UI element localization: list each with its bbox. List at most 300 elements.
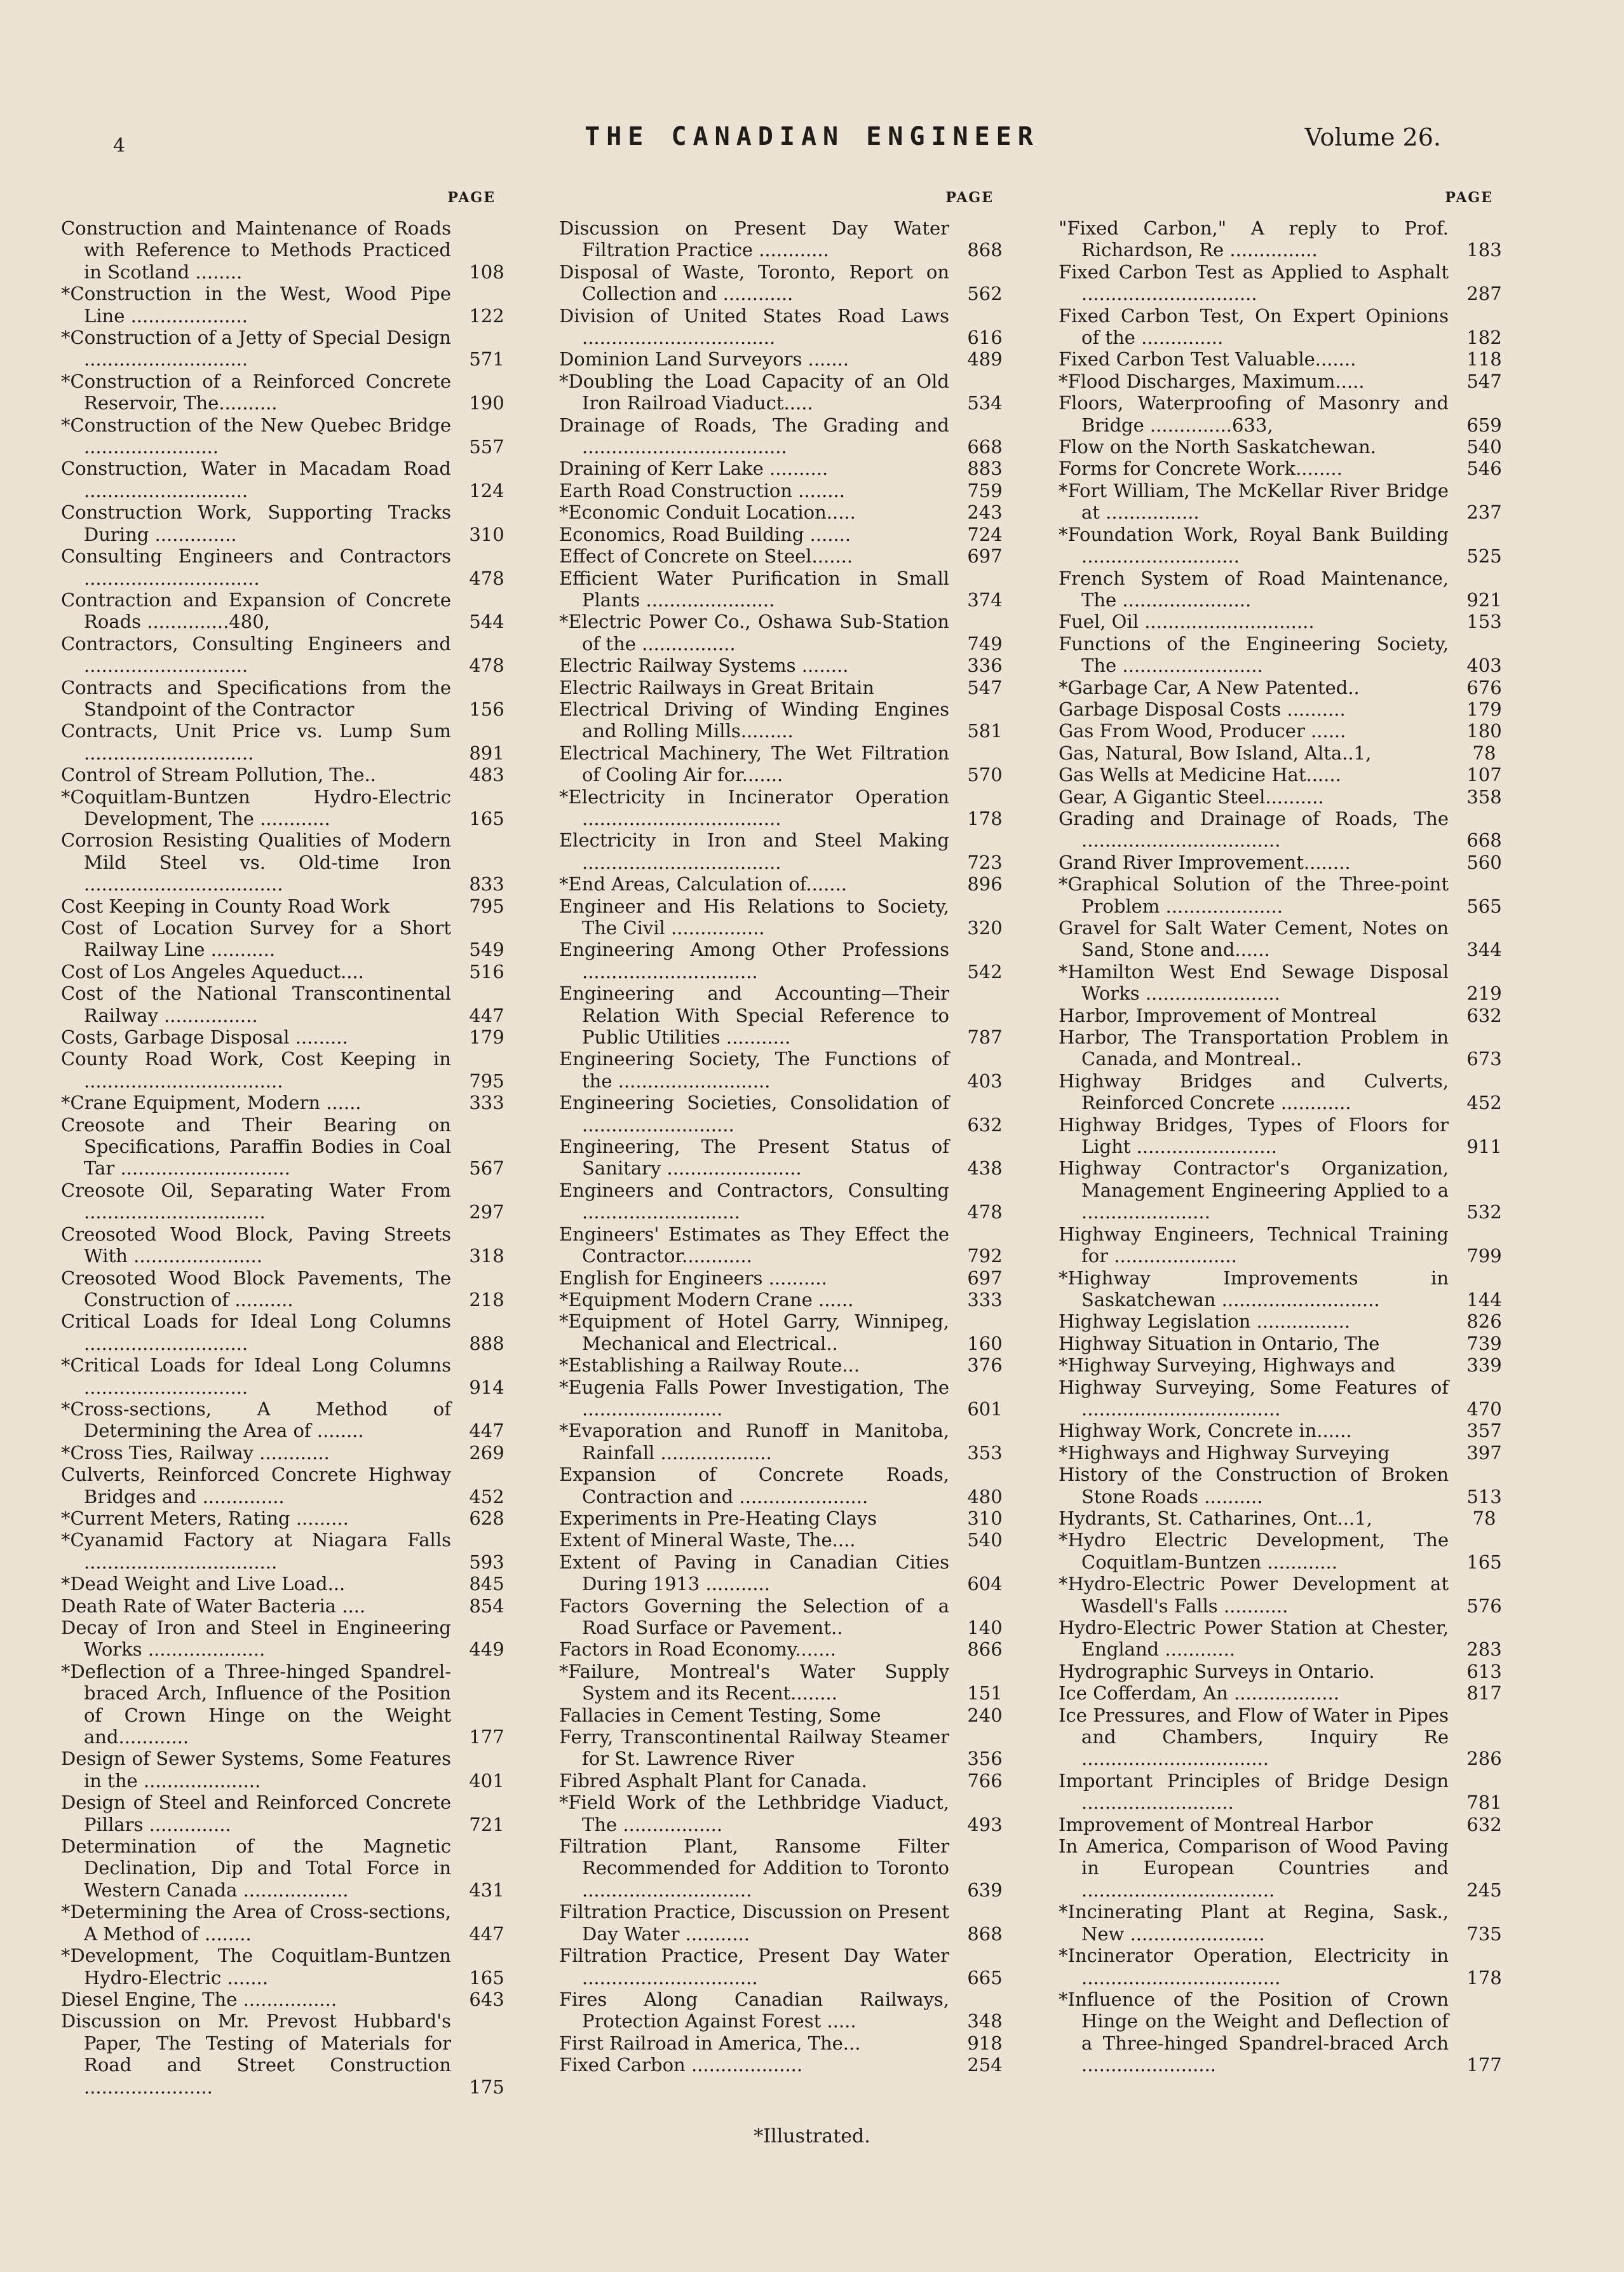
index-entry	[1059, 1901, 1516, 1945]
entry-title: Flow on the North Saskatchewan.	[1059, 436, 1376, 458]
entry-title: *Failure, Montreal's Water Supply System and its Recent........	[559, 1660, 949, 1704]
entry-title: Gas, Natural, Bow Island, Alta..1,	[1059, 742, 1372, 764]
index-entry	[559, 1354, 1017, 1376]
entry-title: *Flood Discharges, Maximum.....	[1059, 370, 1365, 392]
index-entry	[559, 371, 1017, 414]
index-entry	[61, 983, 518, 1026]
entry-page-number: 237	[1466, 501, 1502, 524]
index-entry	[559, 458, 1017, 479]
column-heading: PAGE	[945, 189, 994, 206]
entry-title: Factors Governing the Selection of a Road Surface or Pavement..	[559, 1595, 949, 1638]
entry-page-number: 447	[469, 1922, 504, 1945]
entry-page-number: 478	[967, 1201, 1003, 1223]
entry-title: Electricity in Iron and Steel Making ..................................	[559, 829, 949, 873]
entry-page-number: 480	[967, 1485, 1003, 1507]
entry-title: Electrical Machinery, The Wet Filtration of Cooling Air for.......	[559, 742, 949, 786]
entry-page-number: 697	[967, 545, 1003, 568]
index-entry	[1059, 1945, 1516, 1989]
index-entry	[559, 414, 1017, 458]
entry-title: *Highways and Highway Surveying	[1059, 1441, 1390, 1464]
entry-page-number: 356	[967, 1748, 1003, 1770]
index-entry	[61, 633, 518, 677]
entry-page-number: 516	[469, 960, 504, 983]
footnote: *Illustrated.	[754, 2125, 870, 2147]
index-entry	[559, 1551, 1017, 1595]
entry-title: Filtration Practice, Present Day Water ..............................	[559, 1945, 949, 1989]
entry-page-number: 243	[967, 501, 1003, 524]
entry-page-number: 883	[967, 458, 1003, 480]
index-entry	[559, 568, 1017, 611]
entry-page-number: 571	[469, 348, 504, 371]
entry-title: Fixed Carbon Test Valuable.......	[1059, 348, 1357, 371]
index-entry	[559, 1989, 1017, 2032]
entry-page-number: 833	[469, 873, 504, 895]
index-entry	[1059, 1354, 1516, 1376]
index-entry	[61, 1464, 518, 1507]
entry-title: Forms for Concrete Work........	[1059, 458, 1343, 480]
index-entry	[559, 895, 1017, 939]
entry-title: Contractors, Consulting Engineers and ............................	[61, 632, 451, 677]
entry-page-number: 297	[469, 1201, 504, 1223]
entry-page-number: 118	[1466, 348, 1502, 371]
index-entry	[1059, 1529, 1516, 1573]
index-entry	[559, 217, 1017, 261]
index-entry	[1059, 1835, 1516, 1901]
index-entry	[61, 1180, 518, 1223]
entry-page-number: 160	[967, 1332, 1003, 1354]
entry-title: *Cross Ties, Railway ............	[61, 1441, 330, 1464]
entry-title: Hydrants, St. Catharines, Ont...1,	[1059, 1507, 1372, 1529]
index-entry	[1059, 458, 1516, 479]
index-entry	[1059, 873, 1516, 917]
entry-title: *Crane Equipment, Modern ......	[61, 1092, 362, 1114]
entry-title: Electric Railways in Great Britain	[559, 676, 874, 698]
entry-page-number: 122	[469, 304, 504, 327]
index-entry	[559, 1223, 1017, 1267]
entry-page-number: 542	[967, 960, 1003, 983]
index-entry	[1059, 742, 1516, 764]
entry-title: Engineer and His Relations to Society, The Civil ................	[559, 895, 949, 939]
entry-page-number: 868	[967, 1922, 1003, 1945]
entry-page-number: 668	[1466, 829, 1502, 852]
index-entry	[1059, 1464, 1516, 1507]
entry-page-number: 721	[469, 1813, 504, 1835]
entry-page-number: 601	[967, 1398, 1003, 1420]
index-entry	[559, 1180, 1017, 1223]
index-entry	[559, 983, 1017, 1048]
index-entry	[1059, 1617, 1516, 1661]
entry-page-number: 724	[967, 523, 1003, 545]
entry-title: Highway Surveying, Some Features of ..................................	[1059, 1376, 1449, 1420]
index-entry	[61, 1529, 518, 1573]
entry-page-number: 218	[469, 1288, 504, 1310]
entry-title: *End Areas, Calculation of.......	[559, 873, 847, 895]
entry-page-number: 911	[1466, 1136, 1502, 1158]
entry-title: Highway Bridges and Culverts, Reinforced Concrete ............	[1059, 1070, 1449, 1114]
entry-title: *Influence of the Position of Crown Hinge on the Weight and Deflection of a Three-hinged Spandrel-braced Arch .......................	[1059, 1988, 1449, 2076]
entry-page-number: 826	[1466, 1310, 1502, 1333]
index-entry	[61, 1026, 518, 1048]
index-entry	[61, 720, 518, 764]
entry-title: First Railroad in America, The...	[559, 2032, 861, 2054]
entry-page-number: 792	[967, 1245, 1003, 1267]
index-entry	[61, 764, 518, 786]
index-entry	[61, 1223, 518, 1267]
entry-page-number: 576	[1466, 1595, 1502, 1617]
entry-title: *Incinerator Operation, Electricity in ..................................	[1059, 1945, 1449, 1989]
index-entry	[1059, 568, 1516, 611]
index-entry	[61, 1901, 518, 1945]
entry-title: *Eugenia Falls Power Investigation, The ........................	[559, 1376, 949, 1420]
entry-title: Fuel, Oil .............................	[1059, 611, 1315, 633]
entry-page-number: 452	[469, 1485, 504, 1507]
entry-page-number: 310	[469, 523, 504, 545]
index-entry	[1059, 1420, 1516, 1441]
entry-title: Harbor, Improvement of Montreal	[1059, 1004, 1377, 1026]
entry-title: *Cyanamid Factory at Niagara Falls .................................	[61, 1529, 451, 1573]
entry-page-number: 153	[1466, 611, 1502, 633]
entry-page-number: 78	[1472, 1507, 1496, 1529]
index-entry	[559, 698, 1017, 742]
index-entry	[1059, 1507, 1516, 1529]
entry-title: Engineering Societies, Consolidation of ..........................	[559, 1092, 949, 1136]
entry-page-number: 254	[967, 2054, 1003, 2076]
index-entry	[559, 501, 1017, 523]
entry-page-number: 888	[469, 1332, 504, 1354]
entry-page-number: 245	[1466, 1879, 1502, 1901]
index-entry	[559, 1792, 1017, 1835]
entry-title: County Road Work, Cost Keeping in ..................................	[61, 1048, 451, 1092]
index-entry	[61, 1573, 518, 1595]
index-entry	[1059, 786, 1516, 808]
index-entry	[61, 1617, 518, 1661]
entry-page-number: 478	[469, 567, 504, 589]
entry-title: Cost of the National Transcontinental Railway ................	[61, 983, 451, 1026]
entry-page-number: 868	[967, 239, 1003, 261]
index-entry	[559, 1507, 1017, 1529]
entry-page-number: 749	[967, 632, 1003, 655]
index-entry	[61, 1442, 518, 1464]
index-entry	[559, 1595, 1017, 1639]
entry-page-number: 336	[967, 655, 1003, 677]
entry-title: *Evaporation and Runoff in Manitoba, Rainfall ...................	[559, 1420, 949, 1464]
entry-title: Discussion on Present Day Water Filtration Practice ............	[559, 217, 949, 261]
entry-page-number: 108	[469, 261, 504, 283]
entry-page-number: 78	[1472, 742, 1496, 764]
entry-title: Engineering and Accounting—Their Relation With Special Reference to Public Utilities ...........	[559, 983, 949, 1049]
entry-page-number: 438	[967, 1157, 1003, 1180]
entry-page-number: 339	[1466, 1354, 1502, 1377]
entry-page-number: 918	[967, 2032, 1003, 2054]
entry-page-number: 376	[967, 1354, 1003, 1377]
entry-title: Floors, Waterproofing of Masonry and Bridge ..............633,	[1059, 392, 1449, 436]
entry-page-number: 190	[469, 392, 504, 414]
entry-page-number: 613	[1466, 1660, 1502, 1682]
entry-title: Diesel Engine, The ................	[61, 1988, 337, 2010]
entry-page-number: 431	[469, 1879, 504, 1901]
entry-page-number: 183	[1466, 239, 1502, 261]
entry-title: Cost Keeping in County Road Work	[61, 895, 390, 917]
entry-page-number: 665	[967, 1966, 1003, 1989]
index-entry	[1059, 1989, 1516, 2076]
entry-title: *Deflection of a Three-hinged Spandrel-braced Arch, Influence of the Position of Crown Hinge on the Weight and............	[61, 1660, 451, 1748]
index-entry	[1059, 764, 1516, 786]
entry-title: Efficient Water Purification in Small Plants ......................	[559, 567, 949, 611]
entry-page-number: 854	[469, 1595, 504, 1617]
index-entry	[1059, 1770, 1516, 1814]
index-entry	[61, 961, 518, 983]
index-entry	[61, 1398, 518, 1442]
entry-page-number: 318	[469, 1245, 504, 1267]
index-entry	[61, 501, 518, 545]
entry-title: *Determining the Area of Cross-sections, A Method of ........	[61, 1901, 451, 1945]
index-entry	[559, 480, 1017, 501]
entry-title: Ice Cofferdam, An ..................	[1059, 1682, 1339, 1704]
entry-page-number: 532	[1466, 1201, 1502, 1223]
entry-title: *Hydro-Electric Power Development at Wasdell's Falls ...........	[1059, 1573, 1449, 1617]
entry-title: Cost of Los Angeles Aqueduct....	[61, 960, 364, 983]
entry-title: *Foundation Work, Royal Bank Building ...........................	[1059, 523, 1449, 568]
entry-title: Creosote and Their Bearing on Specifications, Paraffin Bodies in Coal Tar .............................	[61, 1113, 451, 1180]
entry-title: Engineering Among Other Professions ..............................	[559, 939, 949, 983]
index-entry	[559, 1289, 1017, 1310]
index-entry	[559, 677, 1017, 698]
entry-title: *Construction of a Jetty of Special Design ............................	[61, 327, 451, 371]
entry-title: Improvement of Montreal Harbor	[1059, 1813, 1373, 1835]
index-entry	[1059, 1573, 1516, 1617]
entry-title: Death Rate of Water Bacteria ....	[61, 1595, 366, 1617]
entry-title: English for Engineers ..........	[559, 1267, 827, 1289]
index-entry	[61, 1048, 518, 1092]
entry-title: *Construction of the New Quebec Bridge .......................	[61, 414, 451, 458]
entry-page-number: 593	[469, 1551, 504, 1573]
entry-page-number: 357	[1466, 1420, 1502, 1442]
entry-page-number: 540	[1466, 436, 1502, 458]
entry-title: Decay of Iron and Steel in Engineering Works ....................	[61, 1617, 451, 1661]
index-entry	[1059, 436, 1516, 458]
entry-title: Corrosion Resisting Qualities of Modern Mild Steel vs. Old-time Iron ..................................	[61, 829, 451, 895]
entry-page-number: 795	[469, 895, 504, 917]
entry-title: Factors in Road Economy.......	[559, 1638, 836, 1661]
entry-title: Critical Loads for Ideal Long Columns ............................	[61, 1310, 451, 1354]
index-entry	[559, 1529, 1017, 1551]
entry-page-number: 452	[1466, 1092, 1502, 1114]
entry-page-number: 891	[469, 742, 504, 764]
entry-title: *Fort William, The McKellar River Bridge at ................	[1059, 479, 1449, 524]
entry-title: Draining of Kerr Lake ..........	[559, 458, 829, 480]
index-entry	[61, 829, 518, 895]
entry-page-number: 739	[1466, 1332, 1502, 1354]
entry-title: Contracts and Specifications from the Standpoint of the Contractor	[61, 676, 451, 720]
index-entry	[559, 261, 1017, 305]
entry-page-number: 567	[469, 1157, 504, 1180]
index-entry	[61, 1661, 518, 1748]
entry-title: Grading and Drainage of Roads, The ..................................	[1059, 807, 1449, 852]
entry-title: Garbage Disposal Costs ..........	[1059, 698, 1346, 720]
entry-title: Fallacies in Cement Testing, Some	[559, 1704, 881, 1726]
index-entry	[559, 1638, 1017, 1660]
index-entry	[559, 873, 1017, 895]
index-entry	[61, 414, 518, 458]
entry-title: Filtration Plant, Ransome Filter Recommended for Addition to Toronto .............................	[559, 1835, 949, 1901]
entry-title: Electric Railway Systems ........	[559, 655, 849, 677]
entry-title: Harbor, The Transportation Problem in Canada, and Montreal..	[1059, 1026, 1449, 1070]
index-entry	[1059, 917, 1516, 961]
index-entry	[1059, 633, 1516, 677]
entry-page-number: 178	[1466, 1966, 1502, 1989]
entry-title: Cost of Location Survey for a Short Railway Line ...........	[61, 917, 451, 961]
entry-title: Creosote Oil, Separating Water From ...............................	[61, 1179, 451, 1223]
entry-title: Gas Wells at Medicine Hat......	[1059, 764, 1341, 786]
entry-page-number: 310	[967, 1507, 1003, 1529]
index-entry	[559, 829, 1017, 873]
entry-page-number: 914	[469, 1376, 504, 1398]
entry-page-number: 781	[1466, 1792, 1502, 1814]
index-entry	[61, 1595, 518, 1617]
entry-page-number: 921	[1466, 588, 1502, 611]
entry-title: Engineers' Estimates as They Effect the Contractor............	[559, 1223, 949, 1267]
entry-page-number: 470	[1466, 1398, 1502, 1420]
entry-title: Fires Along Canadian Railways, Protection Against Forest .....	[559, 1988, 949, 2032]
entry-title: Expansion of Concrete Roads, Contraction and ......................	[559, 1464, 949, 1507]
column-heading: PAGE	[1445, 189, 1493, 206]
entry-title: *Equipment Modern Crane ......	[559, 1288, 854, 1310]
entry-title: In America, Comparison of Wood Paving in European Countries and .................................	[1059, 1835, 1449, 1901]
entry-title: French System of Road Maintenance, The ......................	[1059, 567, 1449, 611]
index-entry	[559, 348, 1017, 370]
entry-title: Ferry, Transcontinental Railway Steamer for St. Lawrence River	[559, 1726, 949, 1770]
entry-title: *Critical Loads for Ideal Long Columns ............................	[61, 1354, 451, 1398]
entry-title: Construction and Maintenance of Roads with Reference to Methods Practiced in Scotland ........	[61, 217, 451, 283]
index-entry	[1059, 480, 1516, 524]
index-entry	[559, 1726, 1017, 1770]
index-entry	[61, 545, 518, 589]
index-entry	[1059, 305, 1516, 349]
index-entry	[559, 1310, 1017, 1354]
entry-page-number: 124	[469, 479, 504, 501]
entry-title: Engineers and Contractors, Consulting ...........................	[559, 1179, 949, 1223]
entry-title: *Doubling the Load Capacity of an Old Iron Railroad Viaduct.....	[559, 370, 949, 414]
entry-title: "Fixed Carbon," A reply to Prof. Richardson, Re ...............	[1059, 217, 1449, 261]
entry-page-number: 565	[1466, 895, 1502, 917]
entry-title: Highway Work, Concrete in......	[1059, 1420, 1352, 1442]
entry-title: Grand River Improvement........	[1059, 851, 1351, 873]
entry-page-number: 668	[967, 436, 1003, 458]
index-entry	[1059, 1704, 1516, 1770]
entry-page-number: 374	[967, 588, 1003, 611]
index-entry	[61, 1945, 518, 1989]
index-entry	[1059, 524, 1516, 568]
index-entry	[559, 1377, 1017, 1420]
entry-title: Costs, Garbage Disposal .........	[61, 1026, 348, 1049]
entry-title: *Current Meters, Rating .........	[61, 1507, 349, 1529]
entry-title: Dominion Land Surveyors .......	[559, 348, 849, 371]
entry-title: Extent of Mineral Waste, The....	[559, 1529, 856, 1551]
entry-title: Fixed Carbon Test as Applied to Asphalt ..............................	[1059, 261, 1449, 305]
index-entry	[559, 1770, 1017, 1792]
index-entry	[1059, 677, 1516, 698]
entry-title: Hydro-Electric Power Station at Chester, England ............	[1059, 1617, 1449, 1661]
index-column-1	[61, 189, 518, 2098]
index-entry	[61, 1748, 518, 1792]
index-entry	[559, 939, 1017, 983]
entry-title: Culverts, Reinforced Concrete Highway Bridges and ..............	[61, 1464, 451, 1507]
entry-title: Construction, Water in Macadam Road ............................	[61, 458, 451, 501]
entry-page-number: 604	[967, 1573, 1003, 1595]
index-entry	[1059, 261, 1516, 305]
entry-page-number: 165	[469, 807, 504, 829]
entry-title: Fixed Carbon ...................	[559, 2054, 803, 2076]
entry-page-number: 628	[469, 1507, 504, 1529]
entry-title: Disposal of Waste, Toronto, Report on Collection and ............	[559, 261, 949, 305]
entry-page-number: 549	[469, 939, 504, 961]
entry-title: Gravel for Salt Water Cement, Notes on Sand, Stone and......	[1059, 917, 1449, 961]
entry-page-number: 165	[469, 1966, 504, 1989]
entry-page-number: 107	[1466, 764, 1502, 786]
index-entry	[559, 1835, 1017, 1901]
entry-title: Engineering Society, The Functions of the ..........................	[559, 1048, 949, 1092]
index-entry	[61, 217, 518, 283]
index-entry	[1059, 720, 1516, 742]
index-entry	[1059, 392, 1516, 436]
index-entry	[1059, 1661, 1516, 1682]
index-entry	[1059, 1377, 1516, 1420]
entry-title: Consulting Engineers and Contractors ..............................	[61, 545, 451, 589]
index-entry	[559, 305, 1017, 349]
index-entry	[61, 1354, 518, 1398]
entry-page-number: 333	[967, 1288, 1003, 1310]
index-entry	[559, 2032, 1017, 2054]
index-entry	[1059, 217, 1516, 261]
entry-page-number: 144	[1466, 1288, 1502, 1310]
entry-title: *Economic Conduit Location.....	[559, 501, 856, 524]
index-entry	[61, 1114, 518, 1180]
entry-page-number: 581	[967, 720, 1003, 742]
index-entry	[559, 742, 1017, 786]
index-entry	[61, 1092, 518, 1113]
entry-page-number: 483	[469, 764, 504, 786]
entry-page-number: 557	[469, 436, 504, 458]
entry-title: Determination of the Magnetic Declination, Dip and Total Force in Western Canada ..................	[61, 1835, 451, 1901]
index-entry	[1059, 1333, 1516, 1354]
entry-title: Drainage of Roads, The Grading and ...................................	[559, 414, 949, 458]
entry-page-number: 547	[1466, 370, 1502, 392]
entry-title: *Field Work of the Lethbridge Viaduct, The .................	[559, 1792, 949, 1835]
entry-title: Extent of Paving in Canadian Cities During 1913 ...........	[559, 1551, 949, 1595]
entry-title: Earth Road Construction ........	[559, 479, 845, 501]
entry-page-number: 489	[967, 348, 1003, 371]
entry-title: Highway Contractor's Organization, Management Engineering Applied to a ......................	[1059, 1157, 1449, 1223]
entry-page-number: 403	[1466, 655, 1502, 677]
entry-page-number: 632	[1466, 1813, 1502, 1835]
index-entry	[559, 1048, 1017, 1092]
index-entry	[61, 1310, 518, 1354]
entry-page-number: 240	[967, 1704, 1003, 1726]
index-entry	[559, 1704, 1017, 1726]
index-entry	[1059, 1682, 1516, 1704]
index-column-2	[559, 189, 1017, 2076]
index-entry	[559, 1945, 1017, 1989]
entry-page-number: 478	[469, 655, 504, 677]
entry-page-number: 179	[1466, 698, 1502, 720]
entry-page-number: 178	[967, 807, 1003, 829]
index-entry	[1059, 1026, 1516, 1070]
entry-title: Economics, Road Building .......	[559, 523, 851, 545]
entry-title: Gear, A Gigantic Steel..........	[1059, 786, 1324, 808]
entry-title: Highway Situation in Ontario, The	[1059, 1332, 1380, 1354]
entry-page-number: 283	[1466, 1638, 1502, 1661]
index-entry	[1059, 698, 1516, 720]
